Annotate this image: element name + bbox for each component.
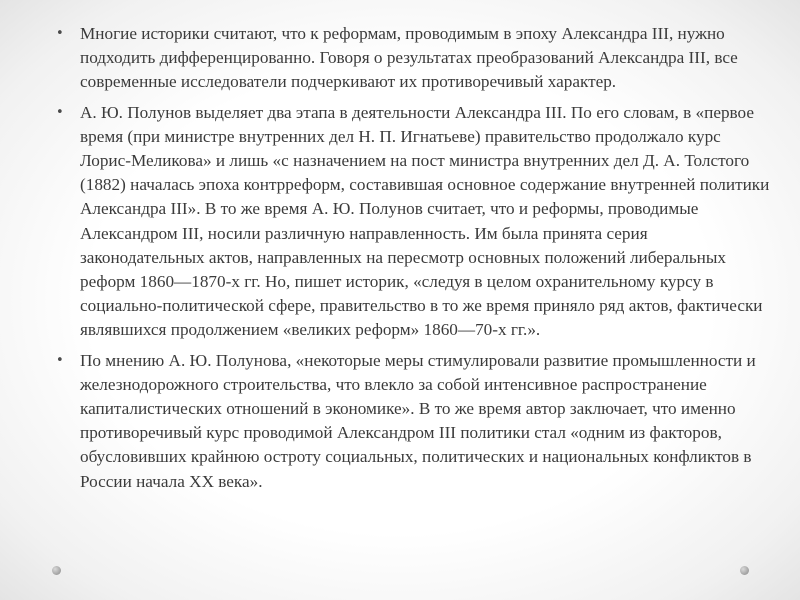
decorative-dot-icon bbox=[52, 566, 61, 575]
paragraph-text: Многие историки считают, что к реформам, проводимым в эпоху Александра III, нужно подходить дифференцированно. Говоря о результатах преобразований Александра III, все современные исследователи подчеркивают их противоречивый характер. bbox=[80, 24, 738, 92]
bullet-icon: • bbox=[56, 352, 64, 368]
paragraph-text: По мнению А. Ю. Полунова, «некоторые меры стимулировали развитие промышленности и железнодорожного строительства, что влекло за собой интенсивное распространение капиталистических отношений в экономике». В то же время автор заключает, что именно противоречивый курс проводимой Александром III политики стал «одним из факторов, обусловивших крайнюю остроту социальных, политических и национальных конфликтов в России начала XX века». bbox=[80, 350, 756, 491]
decorative-dot-icon bbox=[740, 566, 749, 575]
bullet-list bbox=[48, 22, 776, 500]
bullet-icon: • bbox=[56, 104, 64, 120]
bullet-paragraph-3 bbox=[48, 349, 776, 494]
paragraph-text: А. Ю. Полунов выделяет два этапа в деятельности Александра III. По его словам, в «первое время (при министре внутренних дел Н. П. Игнатьеве) правительство продолжало курс Лорис-Меликова» и лишь «с назначением на пост министра внутренних дел Д. А. Толстого (1882) началась эпоха контрреформ, составившая основное содержание внутренней политики Александра III». В то же время А. Ю. Полунов считает, что и реформы, проводимые Александром III, носили различную направленность. Им была принята серия законодательных актов, направленных на пересмотр основных положений либеральных реформ 1860—1870-х гг. Но, пишет историк, «следуя в целом охранительному курсу в социально-политической сфере, правительство в то же время приняло ряд актов, фактически являвшихся продолжением «великих реформ» 1860—70-х гг.». bbox=[80, 102, 770, 340]
bullet-paragraph-2 bbox=[48, 101, 776, 343]
bullet-icon: • bbox=[56, 26, 64, 41]
bullet-paragraph-1 bbox=[48, 22, 776, 95]
